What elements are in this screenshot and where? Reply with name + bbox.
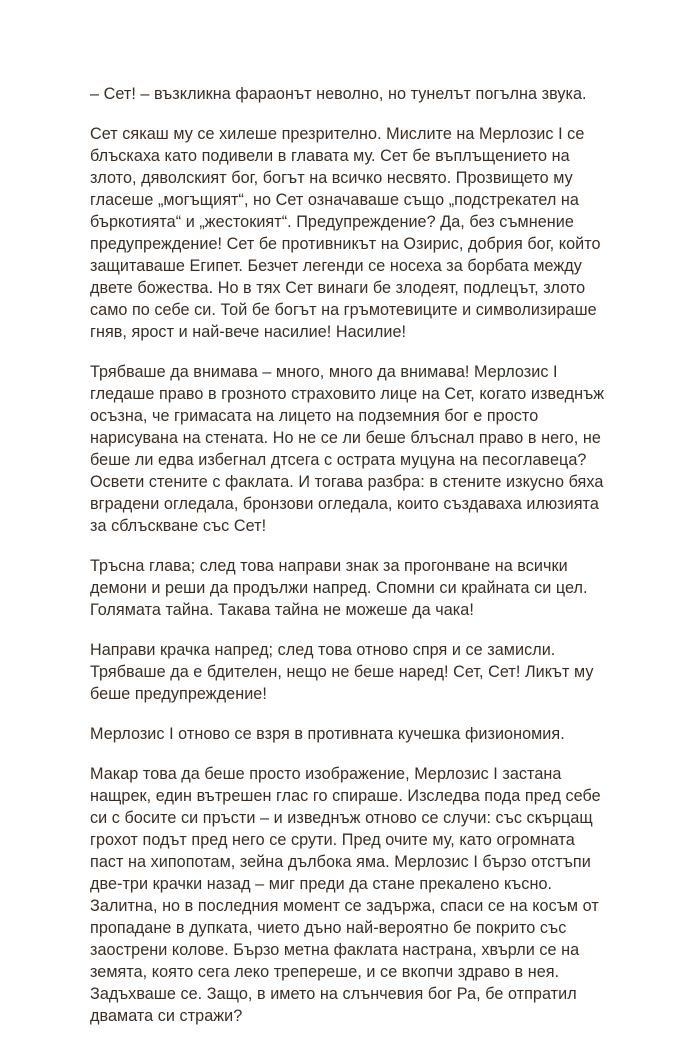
text-line: беше предупреждение!: [90, 685, 267, 703]
text-line: гледаше право в грозното страховито лице на Сет, когато изведнъж: [90, 385, 605, 403]
text-line: гласеше „могъщият“, но Сет означаваше също „подстрекател на: [90, 191, 579, 209]
text-line: грохот подът пред него се срути. Пред очите му, като огромната: [90, 831, 575, 849]
text-line: Макар това да беше просто изображение, Мерлозис I застана: [90, 765, 562, 783]
text-line: гняв, ярост и най-вече насилие! Насилие!: [90, 323, 407, 341]
text-line: две-три крачки назад – миг преди да стане прекалено късно.: [90, 875, 553, 893]
text-line: Залитна, но в последния момент се задържа, спаси се на косъм от: [90, 897, 599, 915]
text-body: [90, 83, 610, 1045]
text-line: бъркотията“ и „жестокият“. Предупреждение? Да, без съмнение: [90, 213, 574, 231]
text-line: пропадане в дупката, чието дъно най-вероятно бе покрито със: [90, 919, 567, 937]
text-line: Направи крачка напред; след това отново спря и се замисли.: [90, 641, 556, 659]
text-line: Освети стените с факлата. И тогава разбра: в стените изкусно бяха: [90, 473, 604, 491]
text-line: Задъхваше се. Защо, в името на слънчевия бог Ра, бе отпратил: [90, 985, 577, 1003]
text-line: само по себе си. Той бе богът на гръмотевиците и символизираше: [90, 301, 597, 319]
paragraph-2: [90, 123, 610, 343]
text-line: злото, дяволският бог, богът на всичко несвято. Прозвището му: [90, 169, 573, 187]
text-line: беше ли едва избегнал дтсега с острата муцуна на песоглавеца?: [90, 451, 587, 469]
paragraph-5: [90, 639, 610, 705]
paragraph-7: [90, 763, 610, 1027]
text-line: заострени колове. Бързо метна факлата настрана, хвърли се на: [90, 941, 580, 959]
text-line: защитаваше Египет. Безчет легенди се носеха за борбата между: [90, 257, 582, 275]
text-line: Трябваше да е бдителен, нещо не беше наред! Сет, Сет! Ликът му: [90, 663, 594, 681]
text-line: двете божества. Но в тях Сет винаги бе злодеят, подлецът, злото: [90, 279, 586, 297]
text-line: нарисувана на стената. Но не се ли беше блъснал право в него, не: [90, 429, 601, 447]
text-line: – Сет! – възкликна фараонът неволно, но тунелът погълна звука.: [90, 85, 587, 103]
text-line: за сблъскване със Сет!: [90, 517, 267, 535]
text-line: нащрек, един вътрешен глас го спираше. Изследва пода пред себе: [90, 787, 601, 805]
text-line: Трябваше да внимава – много, много да внимава! Мерлозис I: [90, 363, 558, 381]
text-line: предупреждение! Сет бе противникът на Озирис, добрия бог, който: [90, 235, 601, 253]
text-line: осъзна, че гримасата на лицето на подземния бог е просто: [90, 407, 539, 425]
paragraph-3: [90, 361, 610, 537]
paragraph-4: [90, 555, 610, 621]
text-line: земята, която сега леко трепереше, и се вкопчи здраво в нея.: [90, 963, 560, 981]
paragraph-6: [90, 723, 610, 745]
text-line: си с босите си пръсти – и изведнъж отново се случи: със скърцащ: [90, 809, 593, 827]
paragraph-1: [90, 83, 610, 105]
text-line: Сет сякаш му се хилеше презрително. Мислите на Мерлозис I се: [90, 125, 585, 143]
text-line: демони и реши да продължи напред. Спомни си крайната си цел.: [90, 579, 588, 597]
text-line: двамата си стражи?: [90, 1007, 243, 1025]
text-line: Голямата тайна. Такава тайна не можеше да чака!: [90, 601, 474, 619]
text-line: блъскаха като подивели в главата му. Сет бе въплъщението на: [90, 147, 570, 165]
text-line: паст на хипопотам, зейна дълбока яма. Мерлозис I бързо отстъпи: [90, 853, 591, 871]
text-line: Мерлозис I отново се взря в противната кучешка физиономия.: [90, 725, 565, 743]
text-line: вградени огледала, бронзови огледала, които създаваха илюзията: [90, 495, 599, 513]
text-line: Тръсна глава; след това направи знак за прогонване на всички: [90, 557, 568, 575]
